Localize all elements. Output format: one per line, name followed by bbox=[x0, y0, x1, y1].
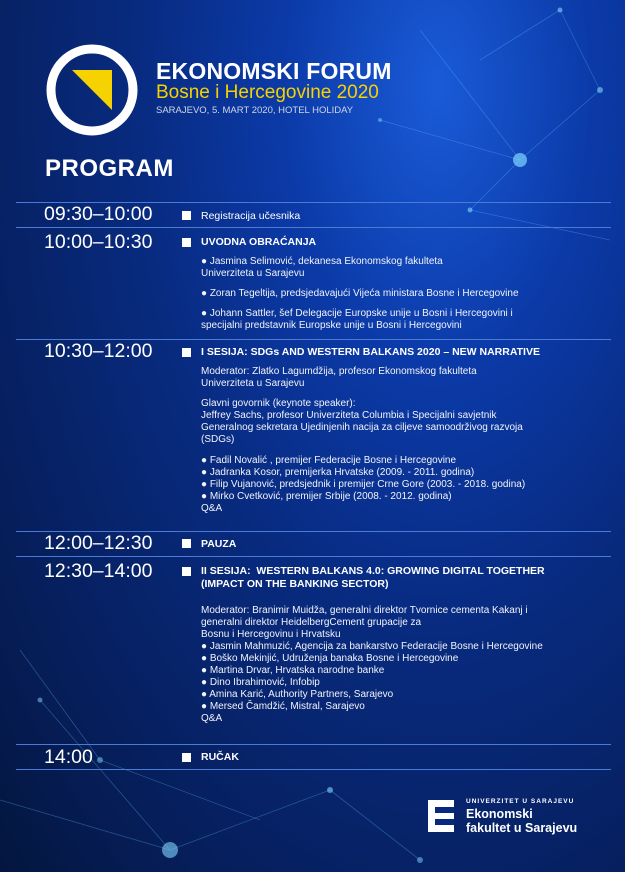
faculty-name-line1: Ekonomski bbox=[466, 807, 533, 821]
session-label: Registracija učesnika bbox=[201, 210, 301, 222]
forum-logo-icon bbox=[46, 44, 138, 136]
moderator-entry: Moderator: Zlatko Lagumdžija, profesor Ekonomskog fakulteta Univerziteta u Sarajevu bbox=[201, 366, 477, 389]
keynote-entry: Glavni govornik (keynote speaker): Jeffrey Sachs, profesor Univerziteta Columbia i Specijalni savjetnik Generalnog sekretara Ujedinjenih nacija za ciljeve samoodrživog razvoja (SDGs) bbox=[201, 398, 523, 445]
event-header bbox=[46, 44, 606, 144]
speaker-entry: ● Zoran Tegeltija, predsjedavajući Vijeća ministara Bosne i Hercegovine bbox=[201, 288, 519, 299]
bullet-square-icon bbox=[182, 211, 191, 220]
faculty-mark-icon bbox=[428, 800, 454, 832]
session-label: RUČAK bbox=[201, 751, 239, 763]
speaker-entry: ● Jasmina Selimović, dekanesa Ekonomskog fakulteta Univerziteta u Sarajevu bbox=[201, 256, 443, 279]
divider bbox=[16, 227, 611, 228]
forum-title: EKONOMSKI FORUM bbox=[156, 58, 392, 84]
bullet-square-icon bbox=[182, 238, 191, 247]
divider bbox=[16, 556, 611, 557]
session-label: I SESIJA: SDGs AND WESTERN BALKANS 2020 – NEW NARRATIVE bbox=[201, 346, 540, 358]
panelists-list: ● Fadil Novalić , premijer Federacije Bosne i Hercegovine ● Jadranka Kosor, premijerka Hrvatske (2009. - 2011. godina) ● Filip Vujanović, predsjednik i premijer Crne Gore (2003. - 2018. godina) ● Mirko Cvetković, premijer Srbije (2008. - 2012. godina) Q&A bbox=[201, 455, 526, 514]
session-time: 10:00–10:30 bbox=[44, 231, 153, 253]
speaker-entry: ● Johann Sattler, šef Delegacije Europske unije u Bosni i Hercegovini i specijalni predstavnik Europske unije u Bosni i Hercegovini bbox=[201, 308, 513, 331]
bullet-square-icon bbox=[182, 753, 191, 762]
bullet-square-icon bbox=[182, 348, 191, 357]
faculty-name-line2: fakultet u Sarajevu bbox=[466, 821, 578, 835]
program-heading: PROGRAM bbox=[45, 155, 174, 182]
faculty-logo bbox=[428, 798, 608, 838]
session-time: 10:30–12:00 bbox=[44, 340, 153, 362]
session-time: 12:00–12:30 bbox=[44, 532, 153, 554]
university-name: UNIVERZITET U SARAJEVU bbox=[466, 798, 575, 805]
forum-subtitle: Bosne i Hercegovine 2020 bbox=[156, 82, 379, 103]
divider bbox=[16, 769, 611, 770]
session-time: 12:30–14:00 bbox=[44, 560, 153, 582]
bullet-square-icon bbox=[182, 567, 191, 576]
divider bbox=[16, 744, 611, 745]
session-label: PAUZA bbox=[201, 538, 237, 550]
session-participants: Moderator: Branimir Muidža, generalni direktor Tvornice cementa Kakanj i generalni direktor HeidelbergCement grupacije za Bosnu i Hercegovinu i Hrvatsku ● Jasmin Mahmuzić, Agencija za bankarstvo Federacije Bosne i Hercegovine ● Boško Mekinjić, Udruženja banaka Bosne i Hercegovine ● Martina Drvar, Hrvatska narodne banke ● Dino Ibrahimović, Infobip ● Amina Karić, Authority Partners, Sarajevo ● Mersed Čamdžić, Mistral, Sarajevo Q&A bbox=[201, 605, 543, 724]
event-date-location: SARAJEVO, 5. MART 2020, HOTEL HOLIDAY bbox=[156, 105, 354, 116]
session-label: II SESIJA: WESTERN BALKANS 4.0: GROWING DIGITAL TOGETHER (IMPACT ON THE BANKING SECTOR) bbox=[201, 565, 545, 590]
bullet-square-icon bbox=[182, 539, 191, 548]
session-time: 09:30–10:00 bbox=[44, 203, 153, 225]
session-time: 14:00 bbox=[44, 746, 93, 768]
session-label: UVODNA OBRAĆANJA bbox=[201, 236, 317, 248]
